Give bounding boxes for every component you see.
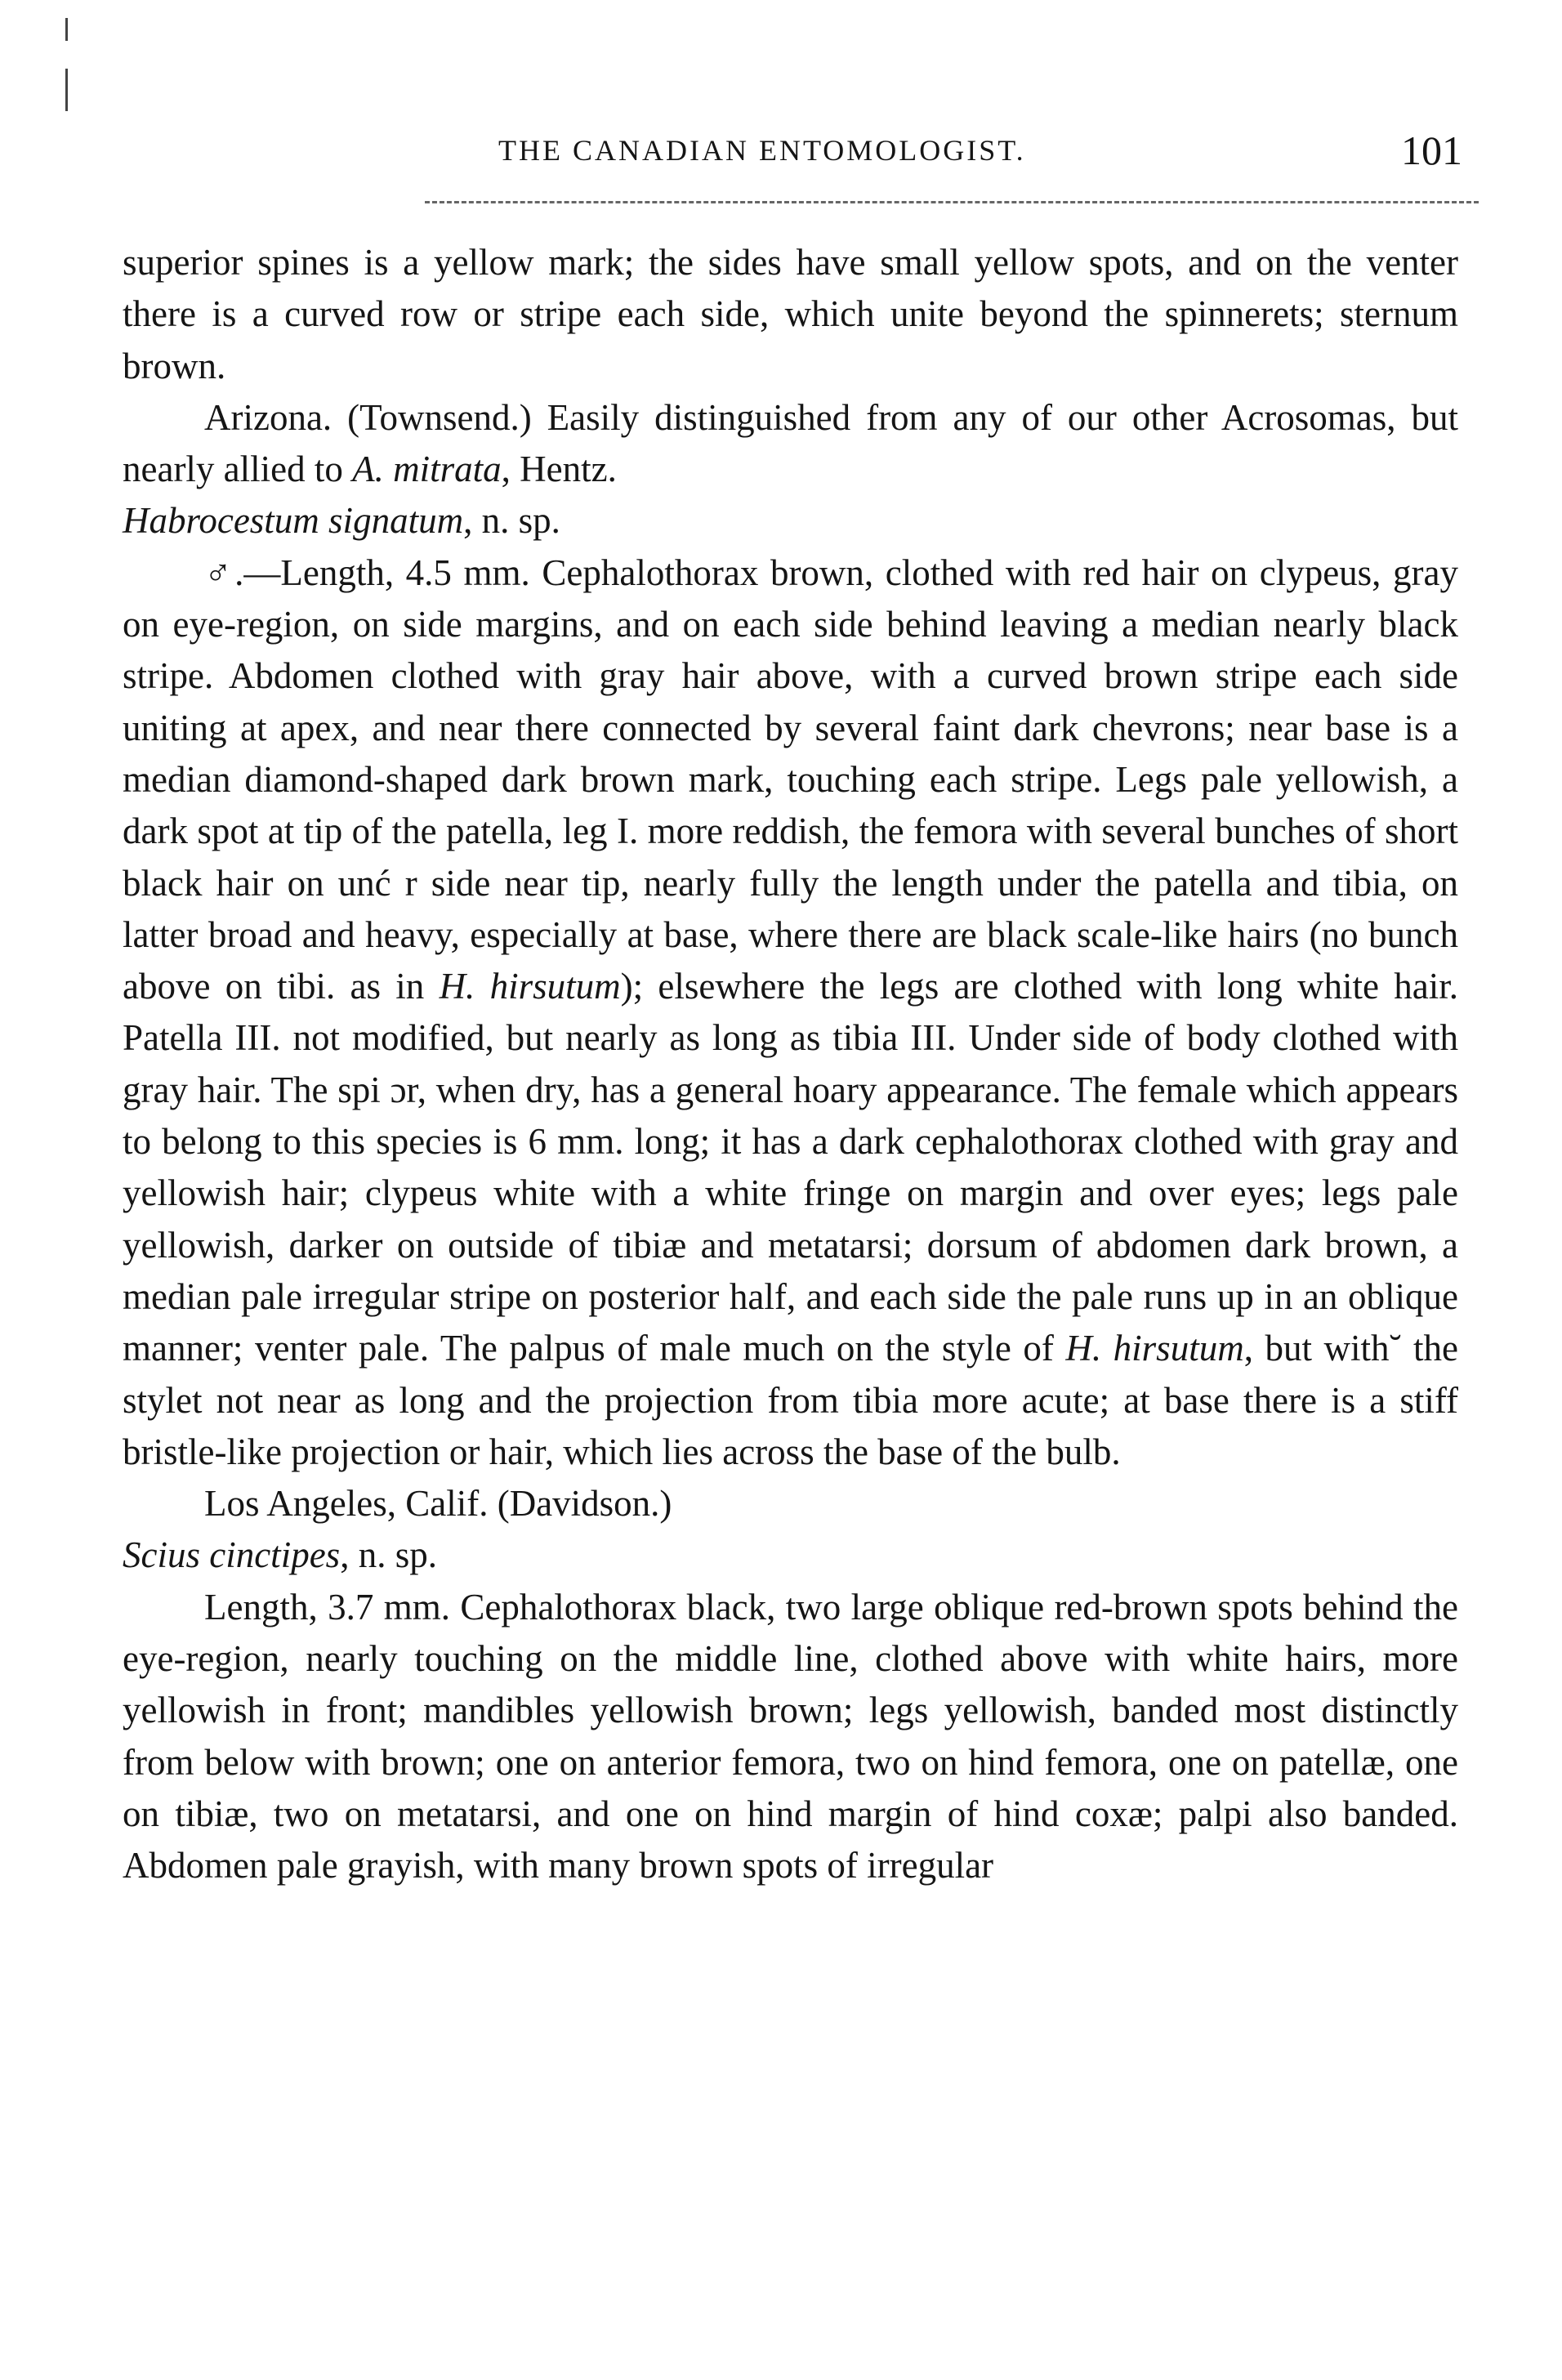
- species-heading-habrocestum: [123, 495, 1458, 547]
- description-scius-text: Length, 3.7 mm. Cephalothorax black, two large oblique red-brown spots behind the eye-region, nearly touching on the middle line, clothed above with white hairs, more yellowish in front; mandibles yellowish brown; legs yellowish, banded most distinctly from below with brown; one on anterior femora, two on hind femora, one on patellæ, one on tibiæ, two on metatarsi, and one on hind margin of hind coxæ; palpi also banded. Abdomen pale grayish, with many brown spots of irregular: [123, 1586, 1458, 1887]
- taxon-h-hirsutum-1: H. hirsutum: [439, 966, 621, 1007]
- species-heading-scius: [123, 1529, 1458, 1581]
- species-name-habrocestum: Habrocestum signatum: [123, 500, 464, 542]
- running-head: [498, 127, 1462, 176]
- journal-title: THE CANADIAN ENTOMOLOGIST.: [498, 134, 1026, 167]
- locality-arizona-text: Arizona. (Townsend.) Easily distinguished from any of our other Acrosomas, but nearly allied to: [123, 396, 1458, 490]
- page-number: 101: [1401, 127, 1462, 173]
- description-habrocestum-part3: , but with˘ the stylet not near as long and the projection from tibia more acute; at base there is a stiff bristle-like projection or hair, which lies across the base of the bulb.: [123, 1328, 1458, 1472]
- paragraph-continued: [123, 237, 1458, 392]
- authority-hentz: , Hentz.: [501, 449, 617, 490]
- description-habrocestum-part2: ); elsewhere the legs are clothed with long white hair. Patella III. not modified, but nearly as long as tibia III. Under side of body clothed with gray hair. The spi ɔr, when dry, has a general hoary appearance. The female which appears to belong to this species is 6 mm. long; it has a dark cephalothorax clothed with gray and yellowish hair; clypeus white with a white fringe on margin and over eyes; legs pale yellowish, darker on outside of tibiæ and metatarsi; dorsum of abdomen dark brown, a median pale irregular stripe on posterior half, and each side the pale runs up in an oblique manner; venter pale. The palpus of male much on the style of: [123, 966, 1458, 1369]
- species-name-scius: Scius cinctipes: [123, 1534, 341, 1576]
- description-habrocestum: [123, 547, 1458, 1478]
- species-suffix-scius: , n. sp.: [340, 1534, 437, 1576]
- paragraph-continued-text: superior spines is a yellow mark; the sides have small yellow spots, and on the venter there is a curved row or stripe each side, which unite beyond the spinnerets; sternum brown.: [123, 242, 1458, 386]
- header-rule: [425, 201, 1479, 203]
- paragraph-locality-arizona: [123, 392, 1458, 496]
- locality-los-angeles: [123, 1478, 1458, 1529]
- locality-los-angeles-text: Los Angeles, Calif. (Davidson.): [204, 1483, 672, 1525]
- taxon-a-mitrata: A. mitrata: [352, 449, 502, 490]
- scan-edge-marks: [65, 18, 69, 116]
- taxon-h-hirsutum-2: H. hirsutum: [1065, 1328, 1244, 1369]
- description-habrocestum-part1: ♂.—Length, 4.5 mm. Cephalothorax brown, clothed with red hair on clypeus, gray on eye-region, on side margins, and on each side behind leaving a median nearly black stripe. Abdomen clothed with gray hair above, with a curved brown stripe each side uniting at apex, and near there connected by several faint dark chevrons; near base is a median diamond-shaped dark brown mark, touching each stripe. Legs pale yellowish, a dark spot at tip of the patella, leg I. more reddish, the femora with several bunches of short black hair on unć r side near tip, nearly fully the length under the patella and tibia, on latter broad and heavy, especially at base, where there are black scale-like hairs (no bunch above on tibi. as in: [123, 551, 1458, 1007]
- body-text: [123, 237, 1458, 1892]
- description-scius: [123, 1582, 1458, 1892]
- species-suffix-habrocestum: , n. sp.: [463, 500, 560, 542]
